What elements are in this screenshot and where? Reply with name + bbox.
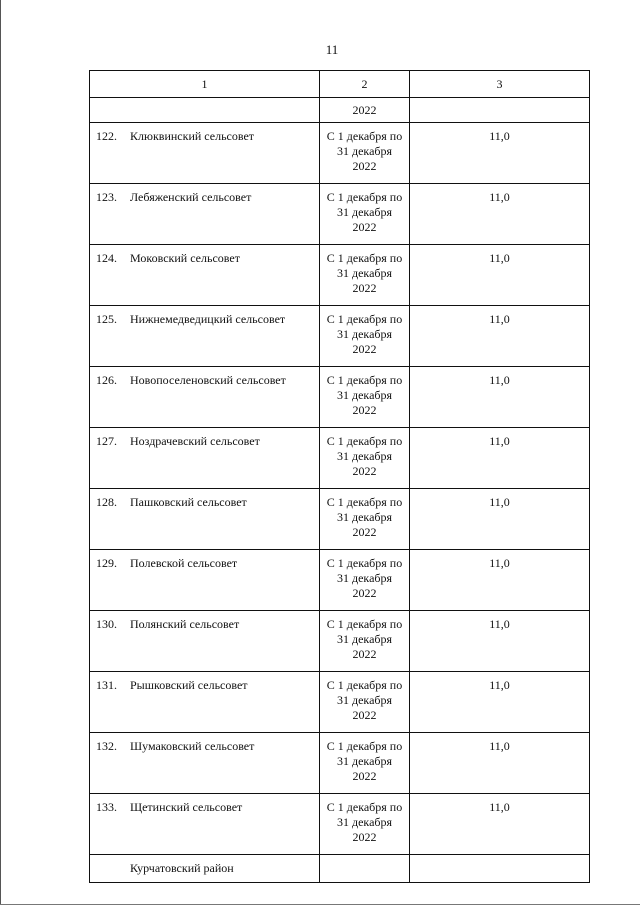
period-line: 2022 <box>352 403 377 417</box>
period-cell <box>320 306 410 367</box>
period-line: 2022 <box>352 708 377 722</box>
table-row <box>90 428 590 489</box>
period-line: 31 декабря <box>336 266 393 280</box>
value-cell: 11,0 <box>410 123 590 184</box>
settlement-name: Рышковский сельсовет <box>130 678 248 692</box>
settlement-name: Ноздрачевский сельсовет <box>130 434 260 448</box>
row-number: 128. <box>96 495 117 509</box>
row-number: 132. <box>96 739 117 753</box>
row-number: 123. <box>96 190 117 204</box>
period-cell <box>320 489 410 550</box>
header-cell-3: 3 <box>410 71 590 98</box>
period-line: С 1 декабря по <box>326 495 403 509</box>
period-line: 31 декабря <box>336 327 393 341</box>
settlement-cell <box>90 123 320 184</box>
settlement-name: Новопоселеновский сельсовет <box>130 373 286 387</box>
value-cell: 11,0 <box>410 184 590 245</box>
period-line: 31 декабря <box>336 693 393 707</box>
row-number: 130. <box>96 617 117 631</box>
settlement-cell <box>90 367 320 428</box>
period-line: 31 декабря <box>336 571 393 585</box>
period-cell <box>320 184 410 245</box>
settlement-name: Шумаковский сельсовет <box>130 739 255 753</box>
period-line: С 1 декабря по <box>326 251 403 265</box>
period-line: 2022 <box>352 342 377 356</box>
period-cell <box>320 611 410 672</box>
value-cell: 11,0 <box>410 306 590 367</box>
continuation-name-cell <box>90 98 320 123</box>
value-cell: 11,0 <box>410 489 590 550</box>
table-row <box>90 489 590 550</box>
table-header-row <box>90 71 590 98</box>
settlement-cell <box>90 611 320 672</box>
district-period-cell <box>320 855 410 883</box>
period-line: С 1 декабря по <box>326 678 403 692</box>
period-line: 31 декабря <box>336 144 393 158</box>
period-line: С 1 декабря по <box>326 129 403 143</box>
table-row <box>90 611 590 672</box>
continuation-value-cell <box>410 98 590 123</box>
row-number: 122. <box>96 129 117 143</box>
value-cell: 11,0 <box>410 733 590 794</box>
row-number: 126. <box>96 373 117 387</box>
header-cell-2: 2 <box>320 71 410 98</box>
district-row <box>90 855 590 883</box>
table-row <box>90 550 590 611</box>
settlement-cell <box>90 184 320 245</box>
settlement-name: Нижнемедведицкий сельсовет <box>130 312 286 326</box>
district-value-cell <box>410 855 590 883</box>
settlement-name: Полянский сельсовет <box>130 617 240 631</box>
period-cell <box>320 367 410 428</box>
row-number: 131. <box>96 678 117 692</box>
period-line: 31 декабря <box>336 632 393 646</box>
period-line: 2022 <box>352 769 377 783</box>
row-number: 127. <box>96 434 117 448</box>
period-cell <box>320 428 410 489</box>
table-row <box>90 245 590 306</box>
table-row <box>90 184 590 245</box>
period-line: 31 декабря <box>336 754 393 768</box>
row-number: 129. <box>96 556 117 570</box>
period-line: 2022 <box>352 830 377 844</box>
period-line: 2022 <box>352 464 377 478</box>
period-cell <box>320 550 410 611</box>
settlement-name: Лебяженский сельсовет <box>130 190 252 204</box>
header-cell-1: 1 <box>90 71 320 98</box>
period-line: С 1 декабря по <box>326 617 403 631</box>
value-cell: 11,0 <box>410 550 590 611</box>
row-number: 124. <box>96 251 117 265</box>
period-line: 2022 <box>352 647 377 661</box>
tariff-table <box>89 70 590 883</box>
value-cell: 11,0 <box>410 611 590 672</box>
period-line: С 1 декабря по <box>326 373 403 387</box>
table-row <box>90 672 590 733</box>
settlement-cell <box>90 306 320 367</box>
settlement-cell <box>90 550 320 611</box>
period-cell <box>320 245 410 306</box>
period-line: 2022 <box>352 586 377 600</box>
table-row <box>90 123 590 184</box>
settlement-cell <box>90 733 320 794</box>
table-row <box>90 794 590 855</box>
period-line: С 1 декабря по <box>326 556 403 570</box>
value-cell: 11,0 <box>410 245 590 306</box>
settlement-cell <box>90 672 320 733</box>
period-cell <box>320 123 410 184</box>
period-line: 2022 <box>352 159 377 173</box>
settlement-cell <box>90 428 320 489</box>
period-line: С 1 декабря по <box>326 434 403 448</box>
period-line: 2022 <box>352 220 377 234</box>
period-cell <box>320 794 410 855</box>
row-number: 133. <box>96 800 117 814</box>
row-number: 125. <box>96 312 117 326</box>
period-line: С 1 декабря по <box>326 800 403 814</box>
period-line: 31 декабря <box>336 449 393 463</box>
period-line: С 1 декабря по <box>326 190 403 204</box>
continuation-row <box>90 98 590 123</box>
period-line: 2022 <box>352 281 377 295</box>
settlement-name: Моковский сельсовет <box>130 251 240 265</box>
settlement-name: Щетинский сельсовет <box>130 800 243 814</box>
period-line: 31 декабря <box>336 510 393 524</box>
period-line: 31 декабря <box>336 388 393 402</box>
table-row <box>90 367 590 428</box>
continuation-period-cell: 2022 <box>320 98 410 123</box>
period-line: 31 декабря <box>336 205 393 219</box>
table-row <box>90 733 590 794</box>
period-line: 2022 <box>352 525 377 539</box>
settlement-cell <box>90 794 320 855</box>
value-cell: 11,0 <box>410 794 590 855</box>
period-line: 31 декабря <box>336 815 393 829</box>
page-edge-left <box>0 0 1 905</box>
page-number: 11 <box>325 42 339 57</box>
period-cell <box>320 672 410 733</box>
settlement-cell <box>90 489 320 550</box>
period-line: С 1 декабря по <box>326 739 403 753</box>
period-cell <box>320 733 410 794</box>
settlement-cell <box>90 245 320 306</box>
table-row <box>90 306 590 367</box>
settlement-name: Клюквинский сельсовет <box>130 129 255 143</box>
value-cell: 11,0 <box>410 672 590 733</box>
value-cell: 11,0 <box>410 428 590 489</box>
value-cell: 11,0 <box>410 367 590 428</box>
settlement-name: Пашковский сельсовет <box>130 495 247 509</box>
district-name: Курчатовский район <box>90 855 320 883</box>
settlement-name: Полевской сельсовет <box>130 556 238 570</box>
period-line: С 1 декабря по <box>326 312 403 326</box>
